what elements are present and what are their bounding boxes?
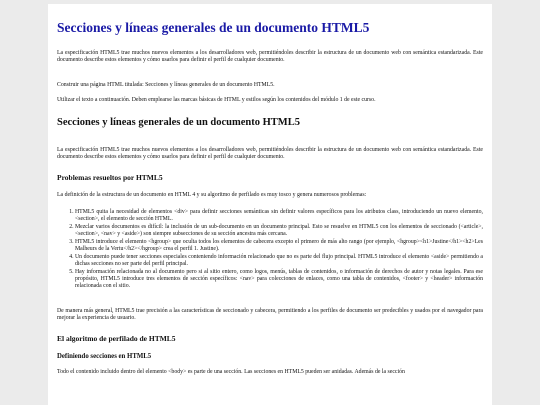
intro-paragraph: La especificación HTML5 trae muchos nuevos elementos a los desarrolladores web, permitiéndoles describir la estructura de un documento web con semántica estandarizada. Este documento describe estos elementos y cómo usarlos para definir el perfil de cualquier documento. (57, 50, 483, 63)
algorithm-heading: El algoritmo de perfilado de HTML5 (57, 334, 176, 343)
list-item: 2. Mezclar varios documentos es difícil: la inclusión de un sub-documento en un documento principal. Esto se resuelve en HTML5 con los elementos de seccionado (<article>, <section>, <nav> y <aside>) son siempre subsecciones de su sección ancestra más cercana. (75, 224, 483, 238)
list-item: 1. HTML5 quita la necesidad de elementos <div> para definir secciones semánticas sin definir valores específicos para los atributos class, introduciendo un nuevo elemento, <section>, el elemento de sección HTML. (75, 209, 483, 223)
problems-heading: Problemas resueltos por HTML5 (57, 173, 163, 182)
task-line-2: Utilizar el texto a continuación. Deben emplearse las marcas básicas de HTML y estilos según los contenidos del módulo 1 de este curso. (57, 97, 376, 103)
page-title: Secciones y líneas generales de un documento HTML5 (57, 20, 370, 35)
problems-intro-paragraph: La definición de la estructura de un documento en HTML 4 y su algoritmo de perfilado es muy tosco y genera numerosos problemas: (57, 192, 367, 198)
problems-list (57, 209, 483, 290)
list-item: 4. Un documento puede tener secciones especiales conteniendo información relacionado que no es parte del flujo principal. HTML5 introduce el elemento <aside> permitiendo a dichas secciones no ser parte del perfil principal. (75, 254, 483, 268)
document-page (48, 4, 492, 405)
defining-sections-heading: Definiendo secciones en HTML5 (57, 353, 152, 360)
problems-outro-paragraph: De manera más general, HTML5 trae precisión a las características de seccionado y cabecera, permitiendo a los perfiles de documento ser predecibles y usados por el navegador para mejorar la experiencia de usuario. (57, 308, 483, 321)
list-item: 3. HTML5 introduce el elemento <hgroup> que oculta todos los elementos de cabecera excepto el primero de más alto rango (por ejemplo, <hgroup><h1>Justine</h1><h2>Les Malheurs de la Vertu</h2></hgroup> crea el perfil 1. Justine). (75, 239, 483, 253)
defining-sections-paragraph: Todo el contenido incluido dentro del elemento <body> es parte de una sección. Las secciones en HTML5 pueden ser anidadas. Además de la sección (57, 369, 405, 375)
section-title: Secciones y líneas generales de un documento HTML5 (57, 117, 300, 128)
task-line-1: Construir una página HTML titulada: Secciones y líneas generales de un documento HTML5. (57, 82, 275, 88)
section-intro-paragraph: La especificación HTML5 trae muchos nuevos elementos a los desarrolladores web, permitiéndoles describir la estructura de un documento web con semántica estandarizada. Este documento describe estos elementos y cómo usarlos para definir el perfil de cualquier documento. (57, 147, 483, 160)
list-item: 5. Hay información relacionada no al documento pero si al sitio entero, como logos, menús, tablas de contenidos, o información de derechos de autor y notas legales. Para ese propósito, HTML5 introduce tres elementos de sección específicos: <nav> para colecciones de enlaces, como una tabla de contenidos, <footer> y <header> información relacionada con el sitio. (75, 269, 483, 290)
